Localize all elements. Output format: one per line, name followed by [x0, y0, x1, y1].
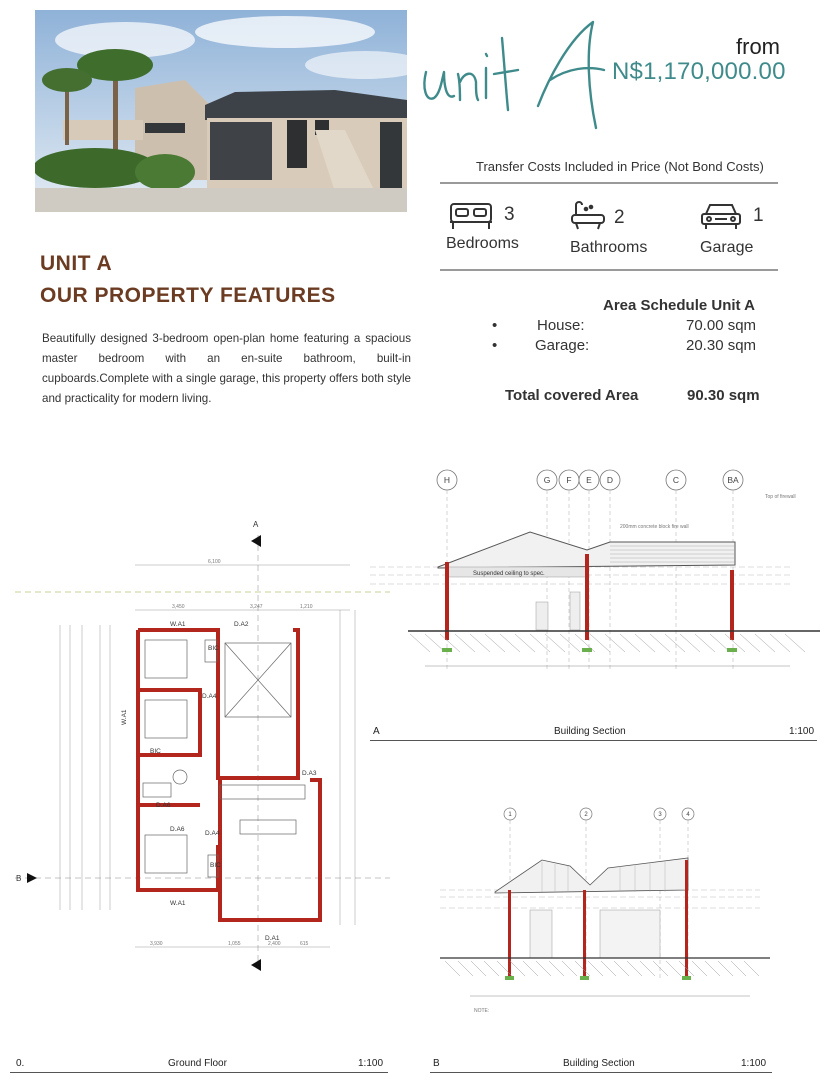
section-b-tag: B — [433, 1058, 440, 1069]
ground-floor-scale: 1:100 — [358, 1058, 384, 1069]
bullet-icon: • — [492, 337, 498, 354]
building-section-a — [370, 462, 820, 742]
bathrooms-label: Bathrooms — [570, 239, 648, 256]
ground-floor-underline — [10, 1072, 388, 1073]
grid-label: E — [586, 475, 592, 485]
svg-text:3,247: 3,247 — [250, 604, 263, 610]
svg-text:W.A1: W.A1 — [121, 709, 128, 725]
area-schedule-title: Area Schedule Unit A — [603, 297, 755, 314]
section-a-title: Building Section — [554, 726, 626, 737]
svg-text:2,400: 2,400 — [268, 941, 281, 947]
section-marker-b: B — [16, 874, 22, 883]
divider-top — [440, 182, 778, 184]
svg-text:D.A4: D.A4 — [202, 693, 217, 700]
svg-text:BIC: BIC — [150, 748, 161, 755]
svg-text:D.A6: D.A6 — [156, 802, 171, 809]
svg-text:BIC: BIC — [208, 645, 219, 652]
svg-text:D.A6: D.A6 — [170, 826, 185, 833]
svg-text:3,450: 3,450 — [172, 604, 185, 610]
svg-text:1,210: 1,210 — [300, 604, 313, 610]
section-b-scale: 1:100 — [741, 1058, 767, 1069]
section-marker-a: A — [253, 520, 259, 529]
section-a-tag: A — [373, 726, 380, 737]
svg-text:3,930: 3,930 — [150, 941, 163, 947]
grid-label: 3 — [658, 812, 662, 818]
price-from-label: from — [736, 34, 780, 59]
features-heading: OUR PROPERTY FEATURES — [40, 284, 336, 307]
ground-floor-plan — [10, 515, 390, 1075]
svg-text:D.A3: D.A3 — [302, 770, 317, 777]
garage-label: Garage — [700, 239, 754, 256]
grid-label: BA — [727, 475, 739, 485]
bedrooms-count: 3 — [504, 204, 515, 225]
script-unit-title — [418, 10, 618, 140]
svg-text:615: 615 — [300, 941, 309, 947]
bed-icon — [448, 200, 494, 237]
transfer-note: Transfer Costs Included in Price (Not Bond Costs) — [476, 159, 764, 174]
svg-text:BIC: BIC — [210, 862, 221, 869]
svg-text:W.A1: W.A1 — [170, 900, 186, 907]
svg-text:Top of firewall: Top of firewall — [765, 494, 796, 500]
section-b-title: Building Section — [563, 1058, 635, 1069]
bathtub-icon — [570, 199, 606, 238]
property-photo — [35, 10, 407, 212]
bullet-icon: • — [492, 317, 498, 334]
section-b-underline — [430, 1072, 772, 1073]
section-a-scale: 1:100 — [789, 726, 815, 737]
area-label: House: — [537, 317, 585, 334]
divider-features — [440, 269, 778, 271]
ground-floor-tag: 0. — [16, 1058, 25, 1069]
area-label: Garage: — [535, 337, 590, 354]
property-description: Beautifully designed 3-bedroom open-plan home featuring a spacious master bedroom with an en-suite bathroom, built-in cupboards.Complete with a single garage, this property offers both style and practicality for modern living. — [42, 332, 411, 405]
svg-text:200mm concrete block fire wall: 200mm concrete block fire wall — [620, 524, 689, 530]
total-area-label: Total covered Area — [505, 387, 639, 404]
garage-count: 1 — [753, 205, 764, 226]
grid-label: 1 — [508, 812, 512, 818]
area-value: 70.00 sqm — [686, 317, 757, 334]
bathrooms-count: 2 — [614, 207, 625, 228]
grid-label: 2 — [584, 812, 588, 818]
house-photo-illustration — [35, 10, 407, 212]
grid-label: 4 — [686, 812, 690, 818]
svg-text:6,100: 6,100 — [208, 559, 221, 565]
section-a-underline — [370, 740, 817, 741]
total-area-value: 90.30 sqm — [687, 387, 760, 404]
unit-heading: UNIT A — [40, 252, 113, 275]
building-section-b — [430, 800, 790, 1076]
svg-text:D.A4: D.A4 — [205, 830, 220, 837]
svg-text:D.A2: D.A2 — [234, 621, 249, 628]
svg-text:1,055: 1,055 — [228, 941, 241, 947]
ground-floor-title: Ground Floor — [168, 1058, 227, 1069]
grid-label: C — [672, 475, 680, 485]
grid-label: F — [566, 475, 572, 485]
area-value: 20.30 sqm — [686, 337, 757, 354]
ceiling-note: Suspended ceiling to spec. — [473, 571, 545, 577]
bedrooms-label: Bedrooms — [446, 235, 519, 252]
svg-text:D.A1: D.A1 — [265, 935, 280, 942]
price-value: N$1,170,000.00 — [612, 58, 786, 85]
grid-label: D — [606, 475, 614, 485]
grid-label: G — [543, 475, 551, 485]
svg-text:NOTE:: NOTE: — [474, 1008, 490, 1014]
car-icon — [700, 200, 742, 237]
grid-label: H — [443, 475, 451, 485]
svg-text:W.A1: W.A1 — [170, 621, 186, 628]
